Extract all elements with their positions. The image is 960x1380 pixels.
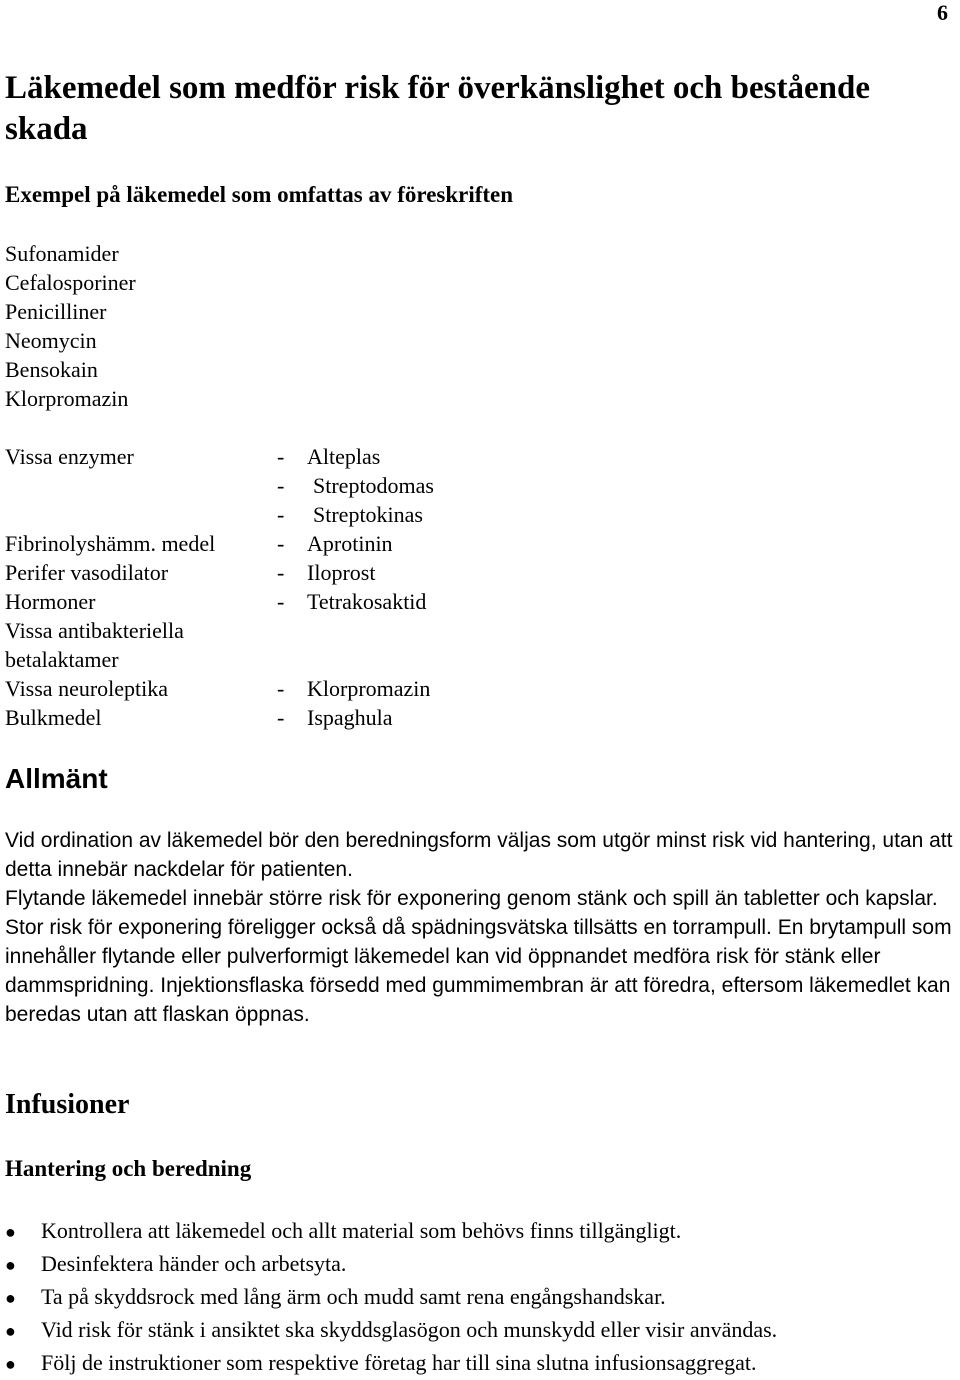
drug-cell: Streptokinas: [313, 502, 423, 527]
list-item: [5, 1215, 777, 1248]
list-item-text: Desinfektera händer och arbetsyta.: [41, 1251, 347, 1276]
table-row: [5, 558, 434, 587]
dash-cell: -: [277, 589, 285, 614]
table-row: [5, 674, 434, 703]
general-text: [5, 826, 955, 1029]
list-item: Cefalosporiner: [5, 270, 136, 295]
substance-list: [5, 239, 136, 413]
page-number: 6: [937, 0, 948, 25]
drug-cell: Alteplas: [307, 444, 381, 469]
list-item-text: Kontrollera att läkemedel och allt material som behövs finns tillgängligt.: [41, 1218, 682, 1243]
list-item: Bensokain: [5, 357, 98, 382]
list-item: [5, 1314, 777, 1347]
list-item: Sufonamider: [5, 241, 119, 266]
list-item: [5, 1248, 777, 1281]
list-item: [5, 1347, 777, 1380]
list-item: Penicilliner: [5, 299, 107, 324]
category-cell: Perifer vasodilator: [5, 560, 169, 585]
category-cell: Fibrinolyshämm. medel: [5, 531, 216, 556]
bullet-icon: ●: [5, 1321, 16, 1341]
category-cell: Hormoner: [5, 589, 96, 614]
paragraph: Stor risk för exponering föreligger också då spädningsvätska tillsätts en torrampull. En brytampull som innehåller flytande eller pulverformigt läkemedel kan vid öppnandet medföra risk för stänk eller dammspridning. Injektionsflaska försedd med gummimembran är att föredra, eftersom läkemedlet kan beredas utan att flaskan öppnas.: [5, 916, 952, 1026]
bullet-icon: ●: [5, 1222, 16, 1242]
drug-cell: Streptodomas: [313, 473, 434, 498]
general-heading: Allmänt: [5, 763, 108, 794]
drug-cell: Iloprost: [307, 560, 376, 585]
list-item-text: Vid risk för stänk i ansiktet ska skyddsglasögon och munskydd eller visir användas.: [41, 1317, 778, 1342]
dash-cell: -: [277, 444, 285, 469]
drug-cell: Ispaghula: [307, 705, 393, 730]
dash-cell: -: [277, 705, 285, 730]
list-item-text: Ta på skyddsrock med lång ärm och mudd samt rena engångshandskar.: [41, 1284, 666, 1309]
drug-cell: Klorpromazin: [307, 676, 431, 701]
examples-heading: Exempel på läkemedel som omfattas av föreskriften: [5, 182, 514, 207]
table-row: [5, 529, 434, 558]
bullet-icon: ●: [5, 1255, 16, 1275]
category-drug-table: [5, 442, 434, 732]
dash-cell: -: [277, 502, 285, 527]
category-cell: Vissa neuroleptika: [5, 676, 169, 701]
category-cell: [5, 471, 277, 500]
handling-list: [5, 1215, 777, 1380]
paragraph: Flytande läkemedel innebär större risk för exponering genom stänk och spill än tabletter och kapslar.: [5, 887, 938, 910]
table-row: [5, 500, 434, 529]
dash-cell: -: [277, 560, 285, 585]
infusions-heading: Infusioner: [5, 1089, 130, 1120]
table-row: [5, 442, 434, 471]
handling-subheading: Hantering och beredning: [5, 1156, 252, 1181]
table-row: [5, 471, 434, 500]
category-cell: Vissa enzymer: [5, 444, 134, 469]
paragraph: Vid ordination av läkemedel bör den beredningsform väljas som utgör minst risk vid hantering, utan att detta innebär nackdelar för patienten.: [5, 829, 953, 881]
category-cell: Bulkmedel: [5, 705, 102, 730]
bullet-icon: ●: [5, 1288, 16, 1308]
dash-cell: -: [277, 676, 285, 701]
list-item-text: Följ de instruktioner som respektive företag har till sina slutna infusionsaggregat.: [41, 1350, 757, 1375]
category-cell: [5, 500, 277, 529]
list-item: Klorpromazin: [5, 386, 129, 411]
table-row: [5, 703, 434, 732]
dash-cell: -: [277, 531, 285, 556]
list-item: Neomycin: [5, 328, 97, 353]
bullet-icon: ●: [5, 1354, 16, 1374]
drug-cell: Tetrakosaktid: [307, 589, 427, 614]
dash-cell: -: [277, 473, 285, 498]
table-row: [5, 616, 434, 674]
page-title: Läkemedel som medför risk för överkänslighet och bestående skada: [5, 70, 870, 147]
drug-cell: Aprotinin: [307, 531, 393, 556]
list-item: [5, 1281, 777, 1314]
category-cell: Vissa antibakteriella betalaktamer: [5, 618, 184, 672]
table-row: [5, 587, 434, 616]
